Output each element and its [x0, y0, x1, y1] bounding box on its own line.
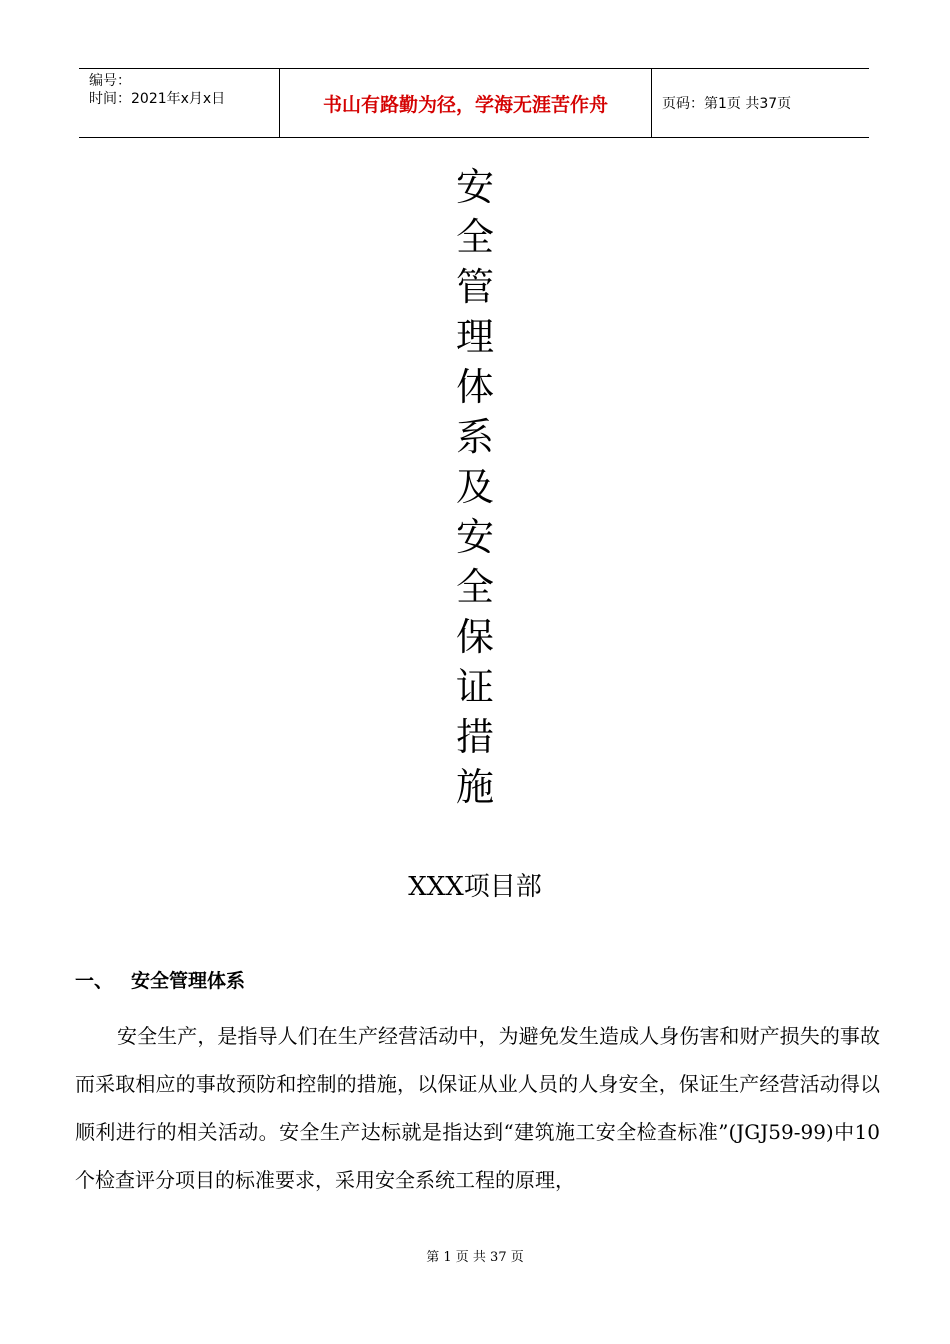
- motto-text: 书山有路勤为径，学海无涯苦作舟: [322, 93, 608, 116]
- title-char: 施: [455, 765, 494, 809]
- section-heading: [75, 966, 245, 993]
- title-char: 保: [455, 615, 494, 659]
- title-char: 理: [455, 315, 494, 359]
- title-char: 安: [455, 165, 494, 209]
- number-label: 编号：: [89, 73, 131, 89]
- header-table: [79, 68, 869, 138]
- section-title: 安全管理体系: [131, 970, 246, 992]
- header-meta-cell: [79, 69, 280, 137]
- header-motto-cell: [280, 69, 652, 137]
- department-name: XXX项目部: [408, 872, 542, 902]
- body-paragraph: 安全生产，是指导人们在生产经营活动中，为避免发生造成人身伤害和财产损失的事故而采取相应的事故预防和控制的措施，以保证从业人员的人身安全，保证生产经营活动得以顺利进行的相关活动。安全生产达标就是指达到“建筑施工安全检查标准”(JGJ59-99)中10个检查评分项目的标准要求，采用安全系统工程的原理，: [75, 1024, 880, 1192]
- title-char: 全: [455, 565, 494, 609]
- page-footer: 第 1 页 共 37 页: [426, 1250, 524, 1265]
- document-title: [440, 162, 510, 812]
- title-char: 安: [455, 515, 494, 559]
- title-char: 体: [455, 365, 494, 409]
- title-char: 管: [455, 265, 494, 309]
- title-char: 及: [455, 465, 494, 509]
- title-char: 系: [455, 415, 494, 459]
- title-char: 措: [455, 715, 494, 759]
- header-page-cell: [652, 69, 869, 137]
- time-label: 时间：2021年x月x日: [89, 91, 226, 107]
- section-number: 一、: [75, 970, 114, 992]
- title-char: 证: [455, 665, 494, 709]
- title-char: 全: [455, 215, 494, 259]
- page-info: 页码：第1页 共37页: [662, 96, 792, 112]
